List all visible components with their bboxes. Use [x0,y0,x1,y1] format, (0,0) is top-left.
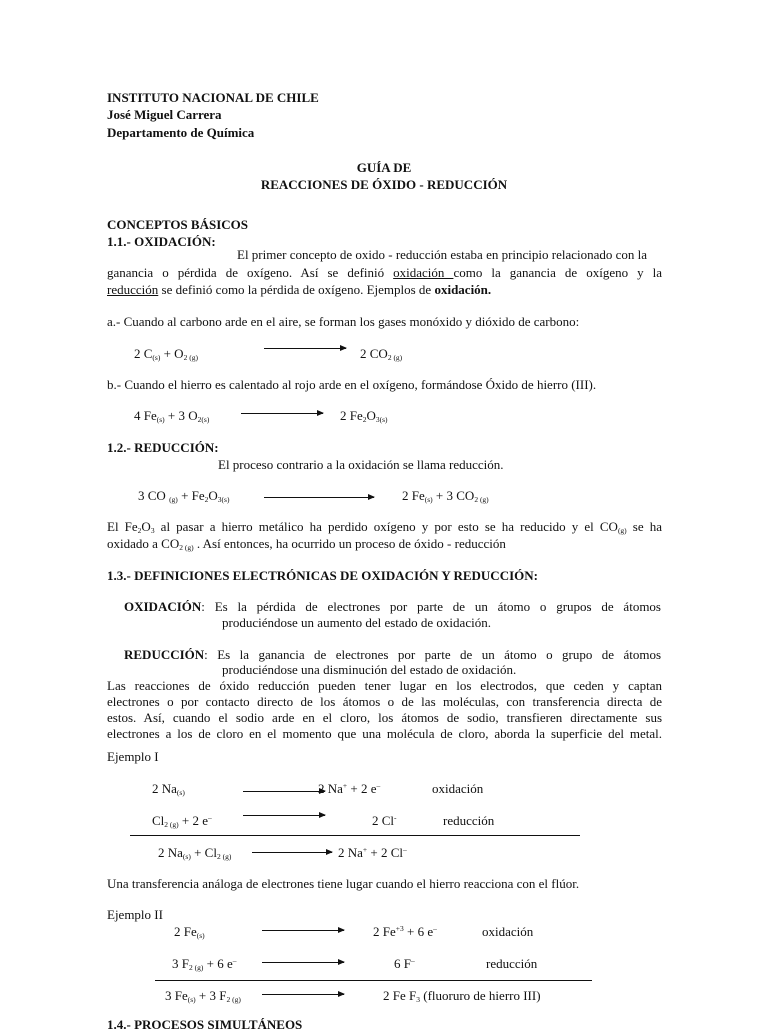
section-1-1-line-3: reducción se definió como la pérdida de oxígeno. Ejemplos de oxidación. [107,282,492,297]
equation-carbon-left: 2 $C_{(s)} + O_{2 (g)}$ [134,346,198,362]
institution-name: INSTITUTO NACIONAL DE CHILE [107,90,319,105]
section-1-1-heading: 1.1.- OXIDACIÓN: [107,234,216,249]
reaction-arrow [243,791,325,792]
chlorine-reduction-left: $Cl_{2 (g)} + 2$ e– [152,813,212,829]
section-1-3-heading: 1.3.- DEFINICIONES ELECTRÓNICAS DE OXIDACIÓN Y REDUCCIÓN: [107,568,538,583]
reduction-definition-line-1: REDUCCIÓN: Es la ganancia de electrones por parte de un átomo o grupo de átomos [124,647,661,662]
equation-carbon-right: 2 $CO_{2 (g)}$ [360,346,403,362]
reaction-arrow [262,962,344,963]
iron-oxidation-right: 2 $Fe^{+3} + 6$ e– [373,924,437,939]
example-b-text: b.- Cuando el hierro es calentado al rojo arde en el oxígeno, formándose Óxido de hierro (III). [107,377,597,392]
title-line-2: REACCIONES DE ÓXIDO - REDUCCIÓN [260,177,508,192]
oxidation-label: oxidación [432,781,484,796]
section-1-2-line-3: oxidado a $CO_{2 (g)}$ . Así entonces, ha ocurrido un proceso de óxido - reducción [107,536,506,552]
section-1-1-line-1: El primer concepto de oxido - reducción estaba en principio relacionado con la [237,247,648,262]
reduccion-underlined: reducción [107,282,159,297]
reaction-arrow [241,413,323,414]
fluorine-reduction-left: 3 $F_{2 (g)} + 6$ e– [172,956,237,972]
example-a-text: a.- Cuando al carbono arde en el aire, se forman los gases monóxido y dióxido de carbono: [107,314,580,329]
section-1-1-line-2: ganancia o pérdida de oxígeno. Así se definió oxidación como la ganancia de oxígeno y la [107,265,662,280]
section-1-2-heading: 1.2.- REDUCCIÓN: [107,440,219,455]
section-1-4-heading: 1.4.- PROCESOS SIMULTÁNEOS [107,1017,303,1032]
iron-fluorine-sum-right: 2 Fe $F_3$ (fluoruro de hierro III) [383,988,541,1004]
section-1-2-line-1: El proceso contrario a la oxidación se llama reducción. [218,457,504,472]
iron-fluorine-text: Una transferencia análoga de electrones tiene lugar cuando el hierro reacciona con el flúor. [107,876,580,891]
iron-fluorine-sum-left: 3 $Fe_{(s)} + 3$ $F_{2 (g)}$ [165,988,241,1004]
fluorine-reduction-right: 6 F– [394,956,415,971]
oxidation-term: OXIDACIÓN [124,599,202,614]
sodium-oxidation-left: 2 $Na_{(s)}$ [152,781,185,797]
reaction-arrow [264,348,346,349]
basics-heading: CONCEPTOS BÁSICOS [107,217,248,232]
electrodes-line-3: estos. Así, cuando el sodio arde en el cloro, los átomos de sodio, transfieren directamente sus [107,710,662,725]
oxidation-definition-line-1: OXIDACIÓN: Es la pérdida de electrones por parte de un átomo o grupos de átomos [124,599,661,614]
sum-divider [130,835,580,836]
sodium-chlorine-sum-right: 2 Na+ + 2 Cl– [338,845,407,860]
sum-divider [155,980,592,981]
reaction-arrow [262,994,344,995]
equation-reduction-left: 3 CO $_{(g)} + Fe_2O_{3(s)}$ [138,488,230,504]
chlorine-reduction-right: 2 Cl- [372,813,397,828]
sodium-oxidation-right: 2 Na+ + 2 e– [318,781,381,796]
equation-reduction-right: 2 $Fe_{(s)} + 3$ $CO_{2 (g)}$ [402,488,489,504]
section-1-2-line-2: El $Fe_2O_3$ al pasar a hierro metálico ha perdido oxígeno y por esto se ha reducido y el $CO_{(g)}$ se ha [107,519,663,535]
reduction-term: REDUCCIÓN [124,647,205,662]
electrodes-line-4: electrones a los de cloro en el momento que una molécula de cloro, aborda la superficie del metal. [107,726,662,741]
reaction-arrow [264,497,374,498]
school-name: José Miguel Carrera [107,107,222,122]
oxidation-definition-line-2: produciéndose un aumento del estado de oxidación. [222,615,491,630]
electrodes-line-1: Las reacciones de óxido reducción pueden tener lugar en los electrodos, que ceden y captan [107,678,662,693]
example-2-label: Ejemplo II [107,907,163,922]
reaction-arrow [262,930,344,931]
reduction-label: reducción [443,813,495,828]
reduction-definition-line-2: produciéndose una disminución del estado de oxidación. [222,662,517,677]
oxidation-label: oxidación [482,924,534,939]
title-line-1: GUÍA DE [356,160,412,175]
reaction-arrow [243,815,325,816]
reaction-arrow [252,852,332,853]
electrodes-line-2: electrones o por contacto directo de los átomos o de las moléculas, con transferencia directa de [107,694,662,709]
iron-oxidation-left: 2 $Fe_{(s)}$ [174,924,205,940]
reduction-label: reducción [486,956,538,971]
department-name: Departamento de Química [107,125,255,140]
equation-iron-right: 2 $Fe_2O_{3(s)}$ [340,408,388,424]
equation-iron-left: 4 $Fe_{(s)} + 3$ $O_{2(s)}$ [134,408,210,424]
oxidacion-underlined: oxidación [393,265,454,280]
example-1-label: Ejemplo I [107,749,159,764]
sodium-chlorine-sum-left: 2 $Na_{(s)} + Cl_{2 (g)}$ [158,845,232,861]
